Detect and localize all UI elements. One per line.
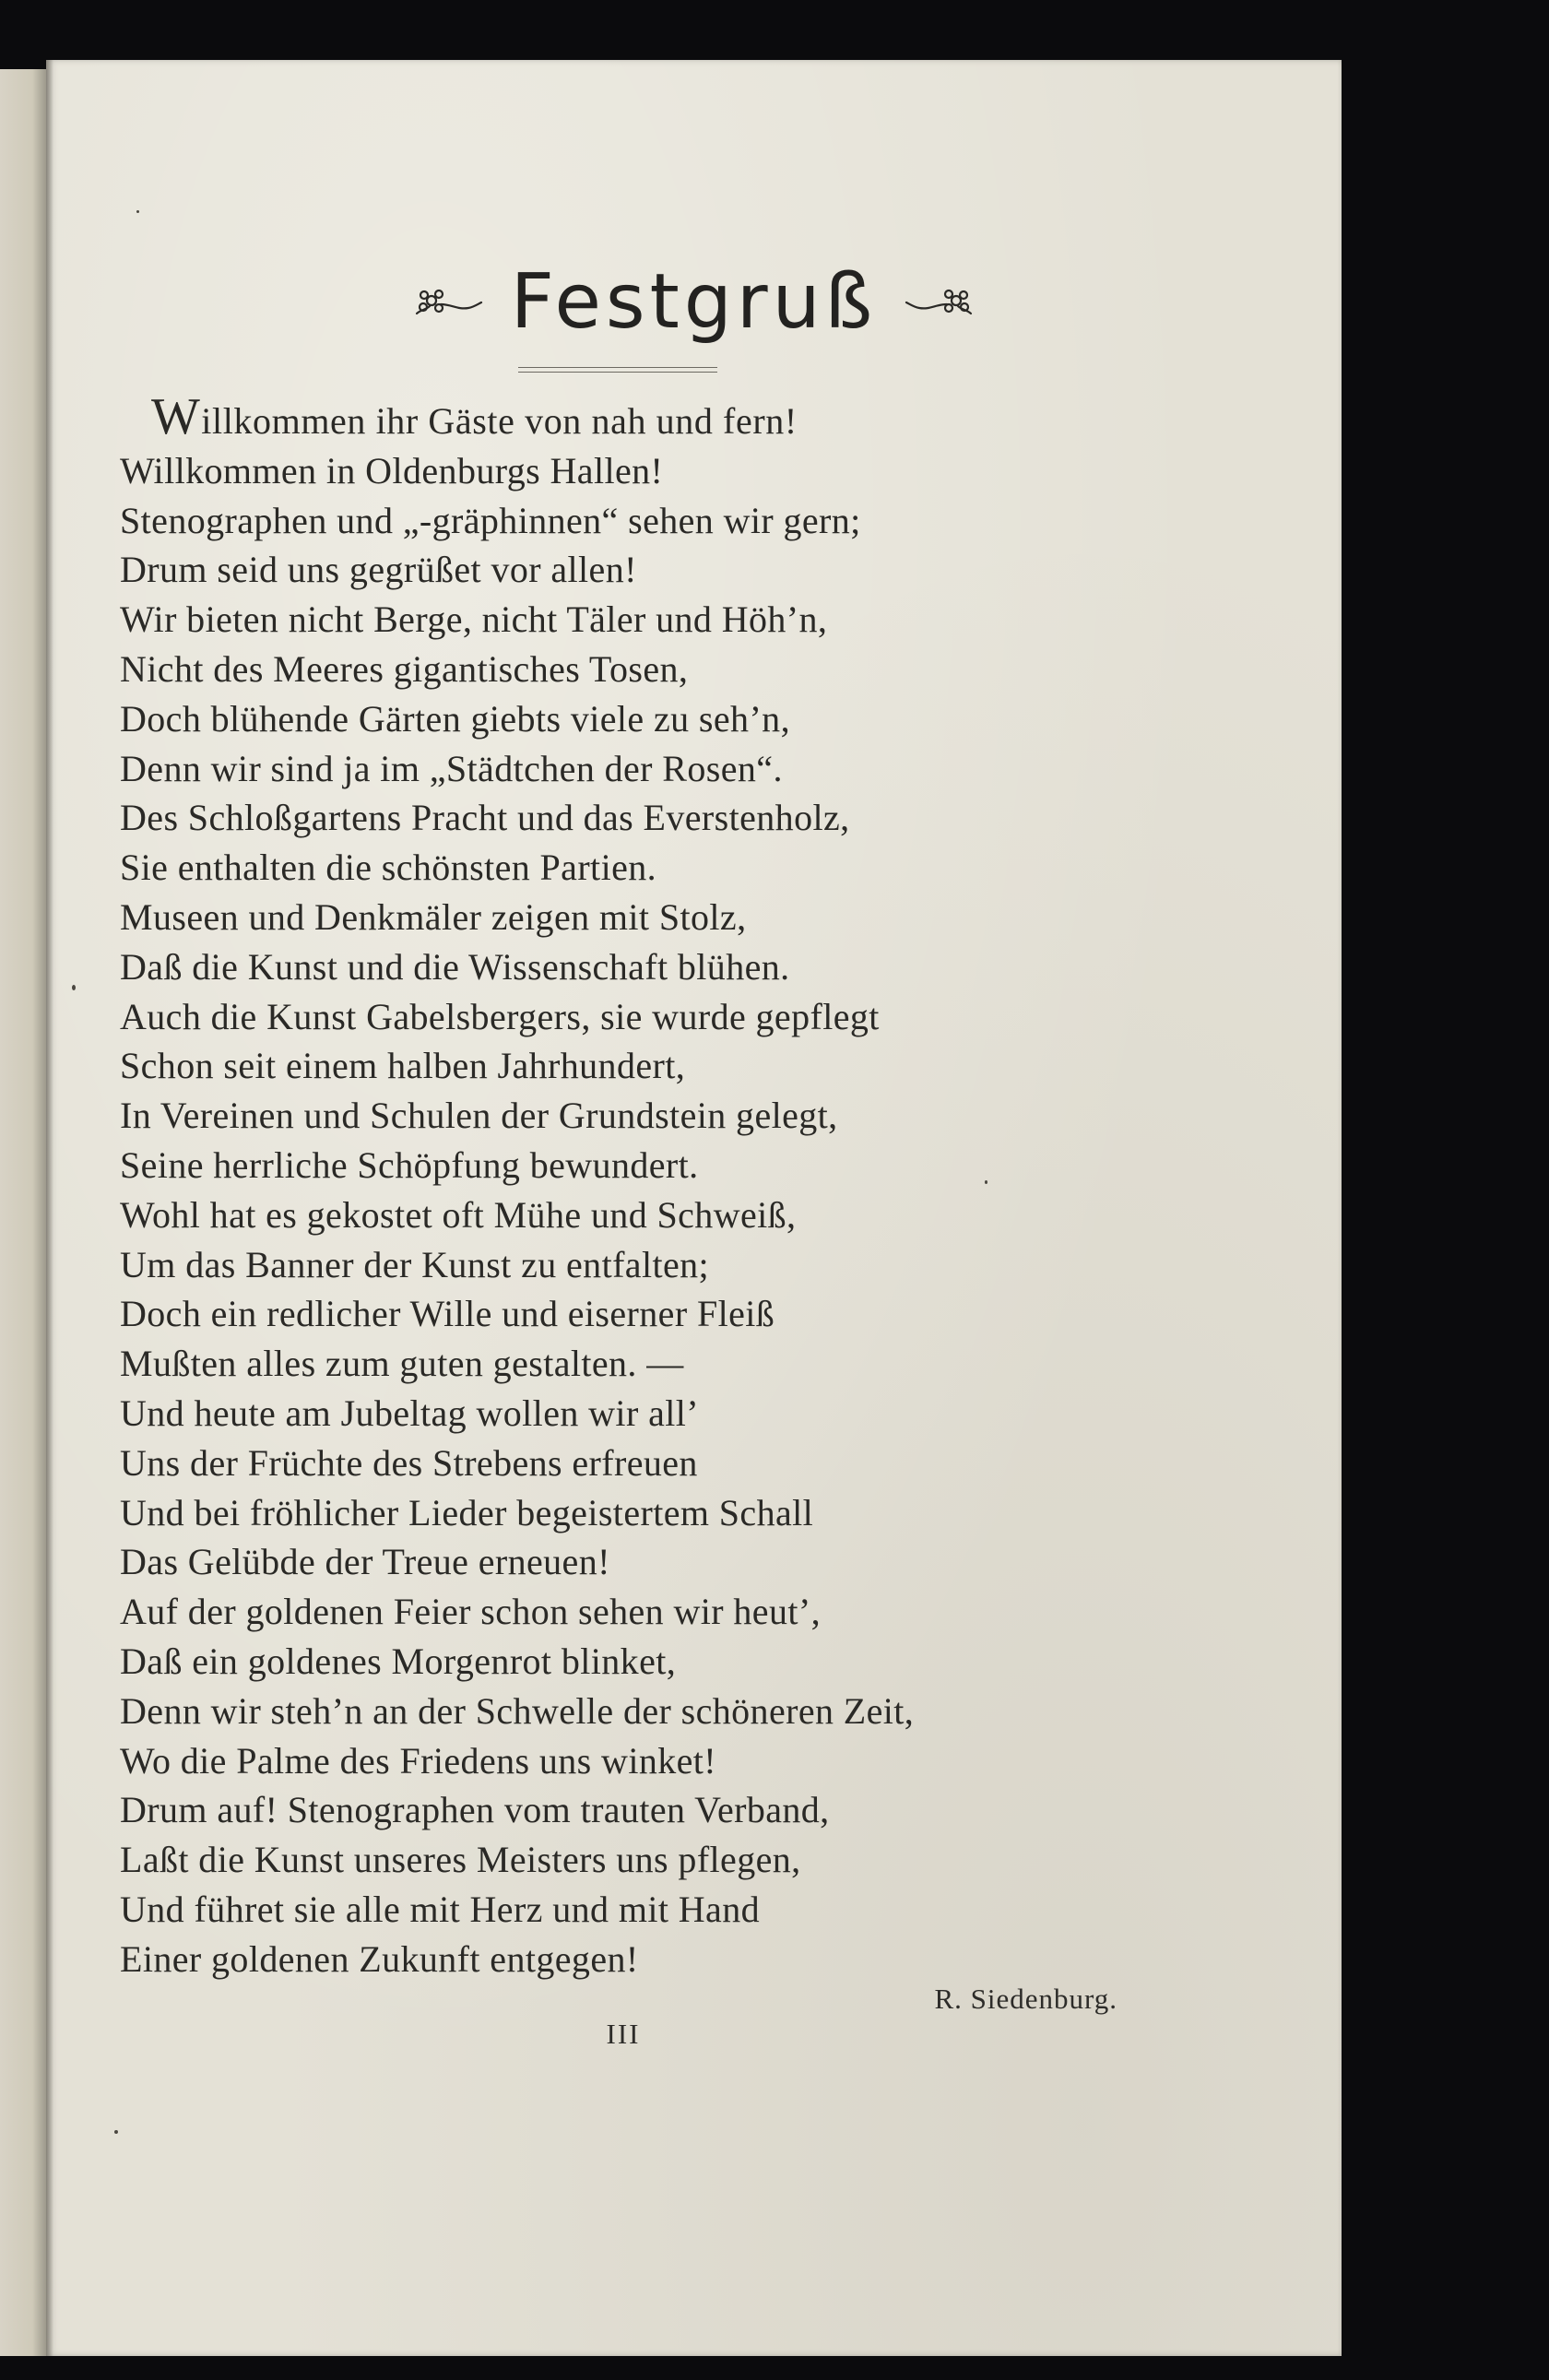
poem-line: Auch die Kunst Gabelsbergers, sie wurde gepflegt xyxy=(120,995,880,1037)
poem-line: Drum auf! Stenographen vom trauten Verband, xyxy=(120,1789,830,1831)
page-title: Festgruß xyxy=(510,258,878,346)
poem-line: Wohl hat es gekostet oft Mühe und Schweiß, xyxy=(120,1193,797,1236)
poem-line: Uns der Früchte des Strebens erfreuen xyxy=(120,1441,698,1484)
poem-body xyxy=(120,388,915,1984)
floral-ornament-left-icon xyxy=(411,282,483,323)
page-gutter-shadow xyxy=(46,60,53,2356)
previous-page-edge xyxy=(0,69,46,2356)
paper-speck xyxy=(985,1180,987,1184)
title-block xyxy=(46,247,1342,358)
paper-speck xyxy=(72,985,76,990)
first-line-text: illkommen ihr Gäste von nah und fern! xyxy=(201,400,798,442)
drop-cap: W xyxy=(151,388,201,445)
poem-line: Das Gelübde der Treue erneuen! xyxy=(120,1541,610,1583)
poem-line: Doch blühende Gärten giebts viele zu seh’n, xyxy=(120,697,790,740)
poem-line: Einer goldenen Zukunft entgegen! xyxy=(120,1937,639,1980)
poem-line: Und heute am Jubeltag wollen wir all’ xyxy=(120,1391,699,1434)
author-signature: R. Siedenburg. xyxy=(934,1983,1117,2015)
paper-speck xyxy=(136,210,139,213)
poem-line: Drum seid uns gegrüßet vor allen! xyxy=(120,549,637,591)
poem-line: Daß ein goldenes Morgenrot blinket, xyxy=(120,1640,677,1682)
poem-line: Stenographen und „-gräphinnen“ sehen wir gern; xyxy=(120,499,861,541)
poem-line: Nicht des Meeres gigantisches Tosen, xyxy=(120,647,689,690)
poem-line: Denn wir steh’n an der Schwelle der schöneren Zeit, xyxy=(120,1689,915,1732)
poem-line: Auf der goldenen Feier schon sehen wir heut’, xyxy=(120,1591,821,1633)
poem-line xyxy=(120,388,914,446)
page-number: III xyxy=(606,2018,641,2050)
poem-line: Sie enthalten die schönsten Partien. xyxy=(120,847,657,889)
poem-line: Und führet sie alle mit Herz und mit Hand xyxy=(120,1888,760,1930)
poem-line: Museen und Denkmäler zeigen mit Stolz, xyxy=(120,895,747,938)
poem-line: Mußten alles zum guten gestalten. — xyxy=(120,1343,684,1385)
floral-ornament-right-icon xyxy=(905,282,976,323)
poem-line: Doch ein redlicher Wille und eiserner Fleiß xyxy=(120,1293,775,1335)
poem-line: Um das Banner der Kunst zu entfalten; xyxy=(120,1243,710,1285)
poem-line: Und bei fröhlicher Lieder begeistertem Schall xyxy=(120,1491,814,1533)
poem-line: Willkommen in Oldenburgs Hallen! xyxy=(120,449,664,491)
title-divider xyxy=(518,367,717,373)
poem-line: Wo die Palme des Friedens uns winket! xyxy=(120,1739,717,1782)
poem-line: Laßt die Kunst unseres Meisters uns pflegen, xyxy=(120,1839,801,1881)
poem-line: Wir bieten nicht Berge, nicht Täler und Höh’n, xyxy=(120,598,828,641)
poem-line: Seine herrliche Schöpfung bewundert. xyxy=(120,1143,699,1186)
poem-line: In Vereinen und Schulen der Grundstein gelegt, xyxy=(120,1095,838,1137)
poem-line: Schon seit einem halben Jahrhundert, xyxy=(120,1045,686,1087)
poem-line: Des Schloßgartens Pracht und das Everstenholz, xyxy=(120,797,850,839)
paper-speck xyxy=(114,2130,118,2134)
poem-line: Daß die Kunst und die Wissenschaft blühen. xyxy=(120,945,790,988)
poem-line: Denn wir sind ja im „Städtchen der Rosen“. xyxy=(120,747,783,789)
